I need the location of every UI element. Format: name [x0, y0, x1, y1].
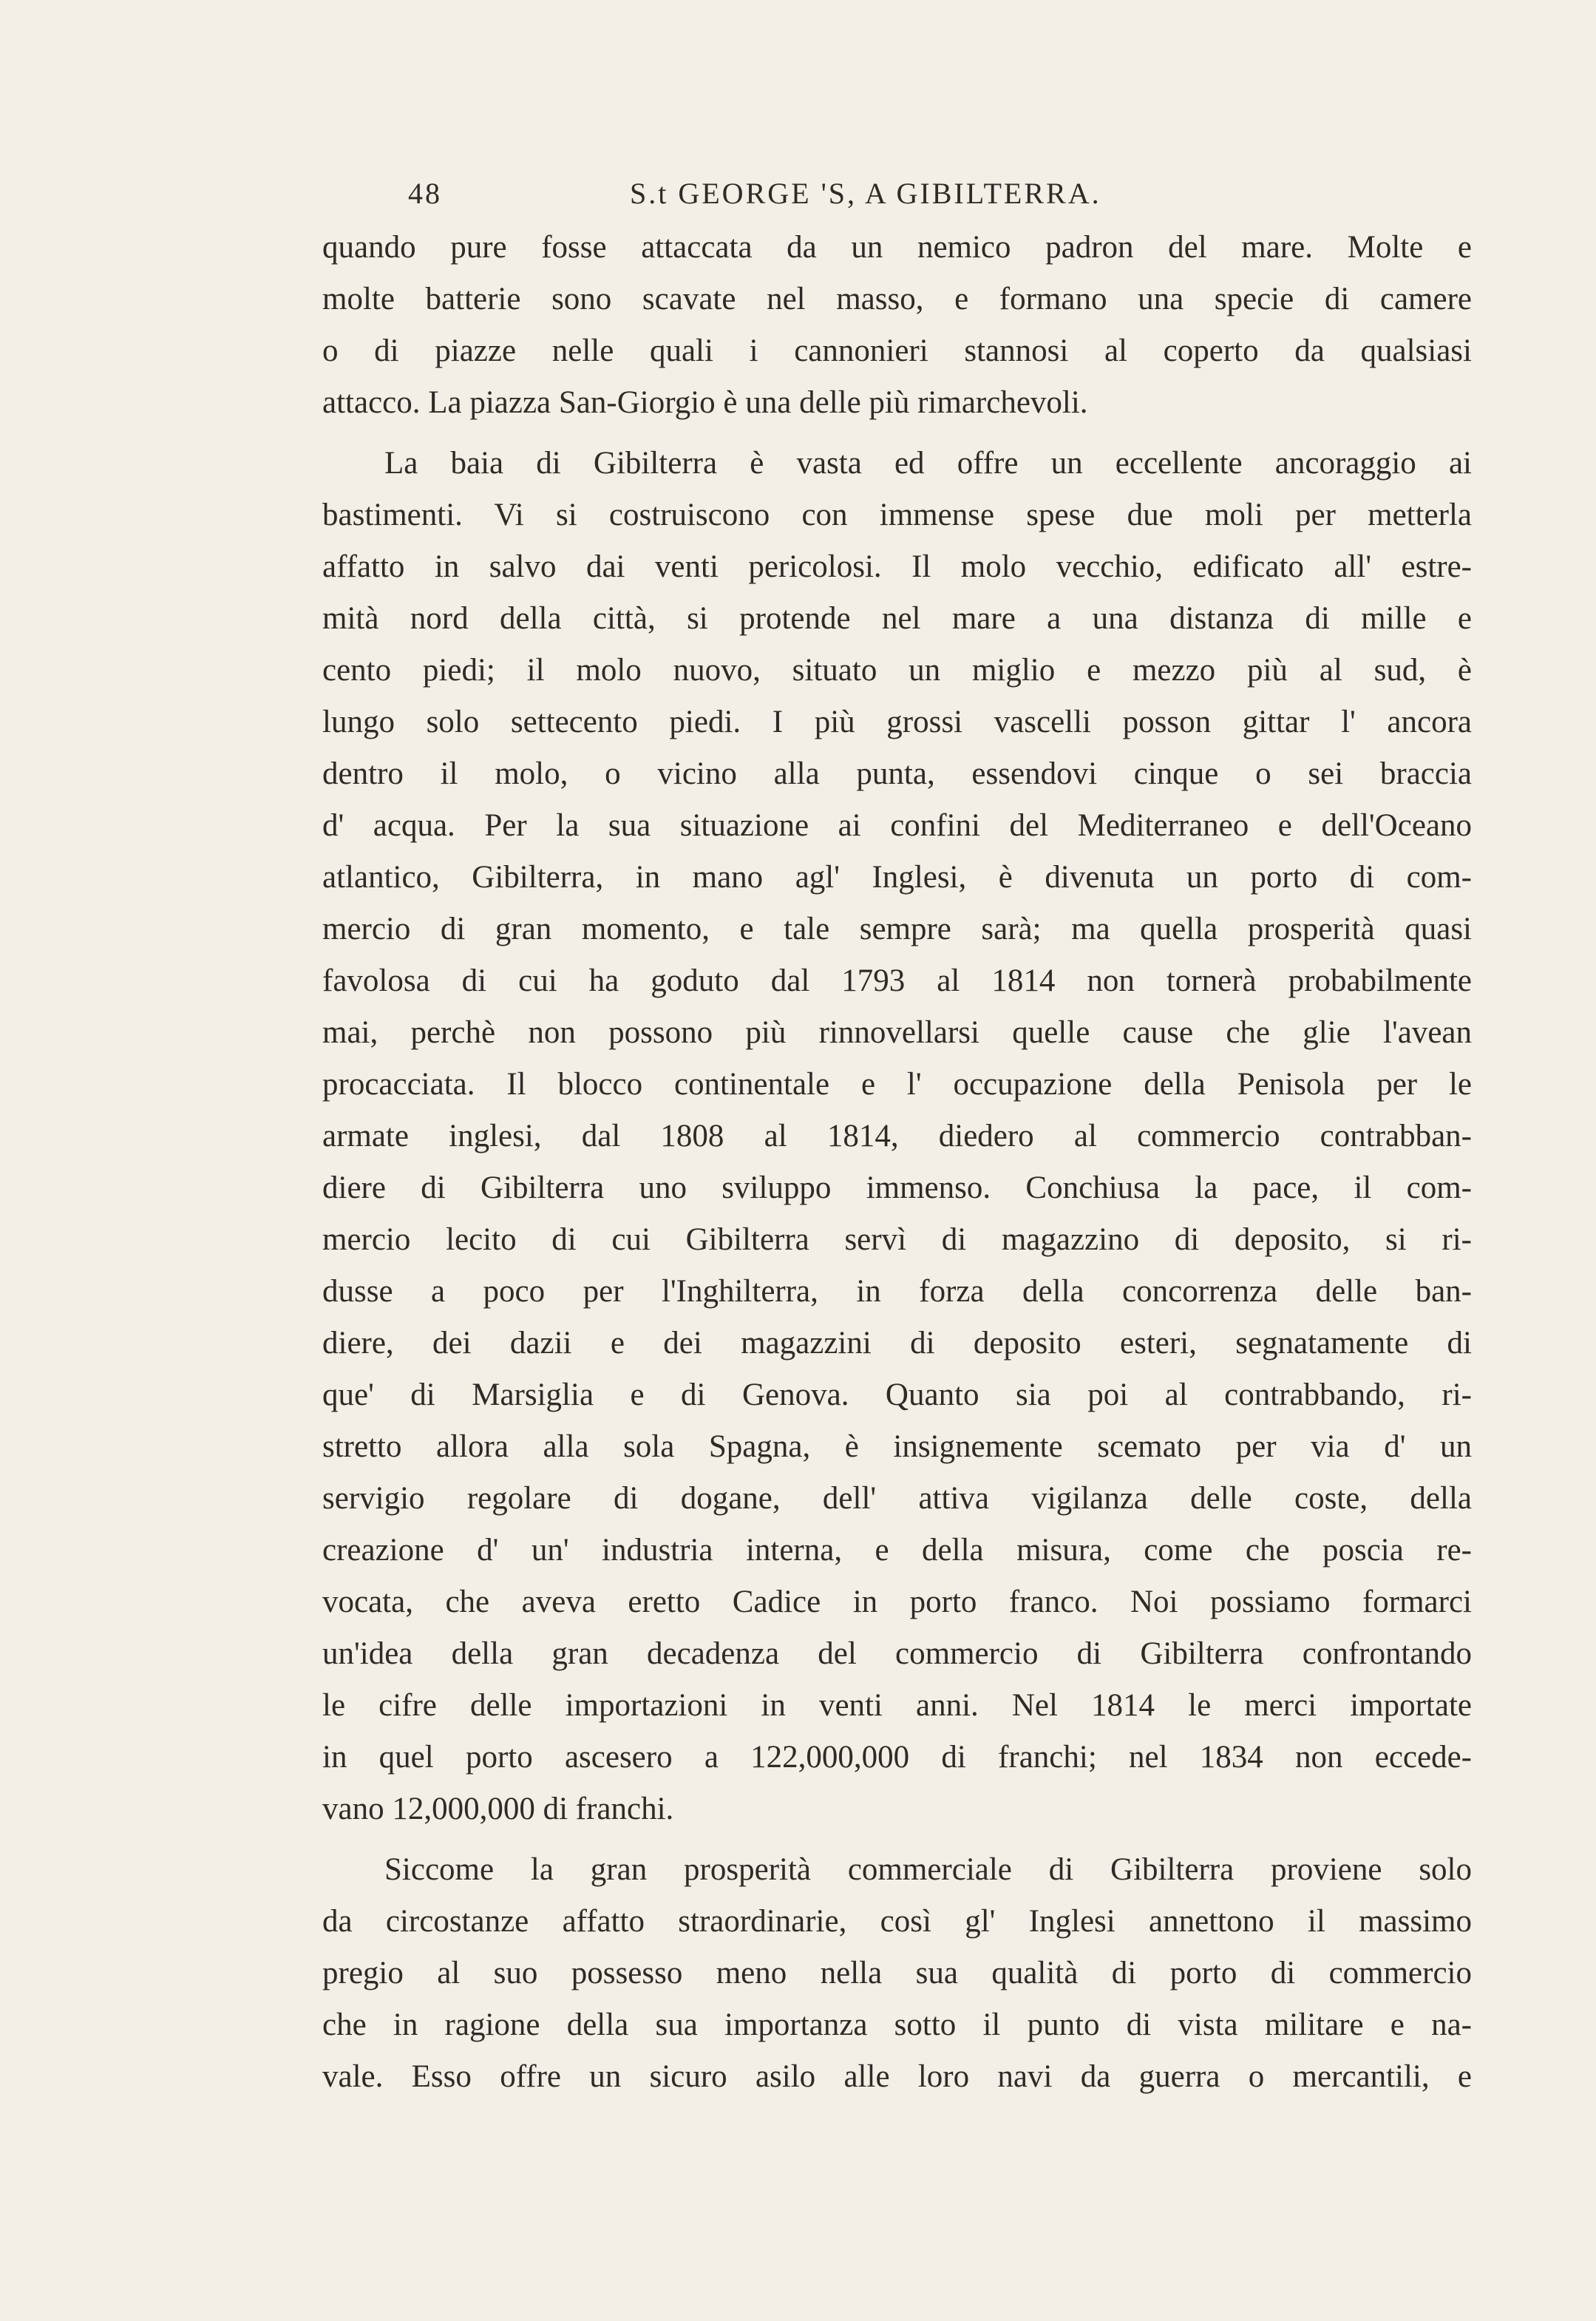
body-text: [322, 222, 1472, 2103]
text-line: lungo solo settecento piedi. I più grossi vascelli posson gittar l' ancora: [322, 705, 1472, 739]
text-line: atlantico, Gibilterra, in mano agl' Inglesi, è divenuta un porto di com-: [322, 860, 1472, 895]
text-line: stretto allora alla sola Spagna, è insignemente scemato per via d' un: [322, 1429, 1472, 1464]
text-line: dentro il molo, o vicino alla punta, essendovi cinque o sei braccia: [322, 756, 1472, 791]
text-line: o di piazze nelle quali i cannonieri stannosi al coperto da qualsiasi: [322, 333, 1472, 368]
text-line: vocata, che aveva eretto Cadice in porto franco. Noi possiamo formarci: [322, 1585, 1472, 1619]
text-line: La baia di Gibilterra è vasta ed offre un eccellente ancoraggio ai: [384, 446, 1472, 481]
text-line: procacciata. Il blocco continentale e l' occupazione della Penisola per le: [322, 1067, 1472, 1102]
text-line: che in ragione della sua importanza sotto il punto di vista militare e na-: [322, 2007, 1472, 2042]
paragraph-2: [322, 438, 1472, 1835]
text-line: creazione d' un' industria interna, e della misura, come che poscia re-: [322, 1533, 1472, 1568]
text-line: armate inglesi, dal 1808 al 1814, diedero al commercio contrabban-: [322, 1119, 1472, 1153]
text-line: bastimenti. Vi si costruiscono con immense spese due moli per metterla: [322, 498, 1472, 532]
text-line: pregio al suo possesso meno nella sua qualità di porto di commercio: [322, 1956, 1472, 1990]
text-line: favolosa di cui ha goduto dal 1793 al 1814 non tornerà probabilmente: [322, 963, 1472, 998]
text-line: servigio regolare di dogane, dell' attiva vigilanza delle coste, della: [322, 1481, 1472, 1516]
text-line: dusse a poco per l'Inghilterra, in forza della concorrenza delle ban-: [322, 1274, 1472, 1309]
text-line: le cifre delle importazioni in venti anni. Nel 1814 le merci importate: [322, 1688, 1472, 1723]
text-line: vale. Esso offre un sicuro asilo alle loro navi da guerra o mercantili, e: [322, 2059, 1472, 2094]
text-line: molte batterie sono scavate nel masso, e formano una specie di camere: [322, 282, 1472, 316]
text-line: que' di Marsiglia e di Genova. Quanto sia poi al contrabbando, ri-: [322, 1378, 1472, 1412]
text-line: da circostanze affatto straordinarie, così gl' Inglesi annettono il massimo: [322, 1904, 1472, 1939]
text-line: cento piedi; il molo nuovo, situato un miglio e mezzo più al sud, è: [322, 653, 1472, 688]
paragraph-3: [322, 1844, 1472, 2103]
text-line: attacco. La piazza San-Giorgio è una delle più rimarchevoli.: [322, 385, 1088, 420]
text-line: diere, dei dazii e dei magazzini di deposito esteri, segnatamente di: [322, 1326, 1472, 1361]
text-line: affatto in salvo dai venti pericolosi. Il molo vecchio, edificato all' estre-: [322, 549, 1472, 584]
text-line: mercio di gran momento, e tale sempre sarà; ma quella prosperità quasi: [322, 912, 1472, 946]
text-line: un'idea della gran decadenza del commercio di Gibilterra confrontando: [322, 1636, 1472, 1671]
text-line: mai, perchè non possono più rinnovellarsi quelle cause che glie l'avean: [322, 1015, 1472, 1050]
text-line: vano 12,000,000 di franchi.: [322, 1792, 674, 1826]
running-title: S.t GEORGE 'S, A GIBILTERRA.: [630, 177, 1101, 210]
page-number: 48: [408, 177, 442, 210]
text-line: in quel porto ascesero a 122,000,000 di franchi; nel 1834 non eccede-: [322, 1740, 1472, 1775]
paragraph-1: [322, 222, 1472, 429]
text-line: mità nord della città, si protende nel mare a una distanza di mille e: [322, 601, 1472, 636]
text-line: Siccome la gran prosperità commerciale di Gibilterra proviene solo: [384, 1852, 1472, 1887]
text-line: d' acqua. Per la sua situazione ai confini del Mediterraneo e dell'Oceano: [322, 808, 1472, 843]
text-line: diere di Gibilterra uno sviluppo immenso. Conchiusa la pace, il com-: [322, 1170, 1472, 1205]
text-line: mercio lecito di cui Gibilterra servì di magazzino di deposito, si ri-: [322, 1222, 1472, 1257]
text-line: quando pure fosse attaccata da un nemico padron del mare. Molte e: [322, 230, 1472, 265]
